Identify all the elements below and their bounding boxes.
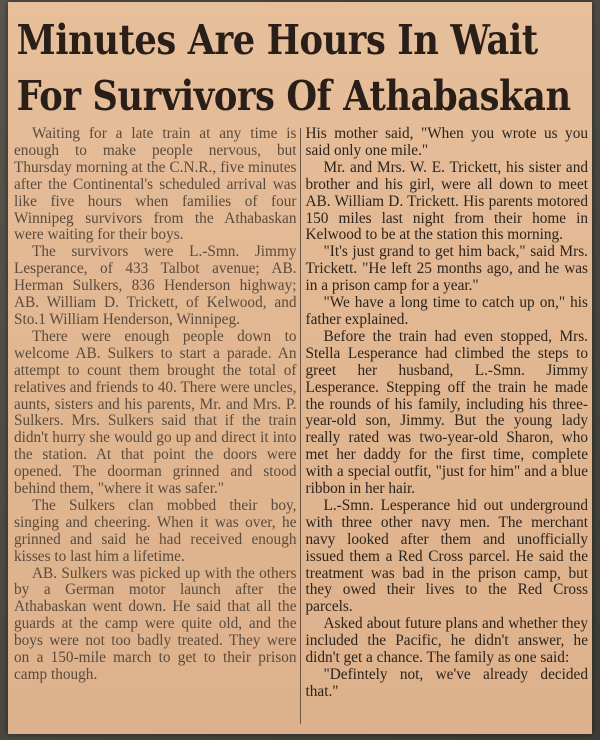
paragraph: Mr. and Mrs. W. E. Trickett, his sister and brother and his girl, were all down to meet AB. William D. Trickett. His parents motored 150 miles last night from their home in Kelwood to be at the station this morning.	[305, 158, 588, 244]
headline	[8, 2, 571, 124]
paragraph: There were enough people down to welcome AB. Sulkers to start a parade. An attempt to count them brought the total of relatives and friends to 40. There were uncles, aunts, sisters and his parents, Mr. and Mrs. P. Sulkers. Mrs. Sulkers said that if the train didn't hurry she would go up and direct it into the station. At that point the doors were opened. The doorman grinned and stood behind them, "where it was safer."	[14, 327, 297, 498]
paragraph: L.-Smn. Lesperance hid out underground with three other navy men. The merchant navy looked after them and unofficially issued them a Red Cross parcel. He said the treatment was bad in the prison camp, but they owed their lives to the Red Cross parcels.	[305, 496, 588, 616]
right-column	[301, 126, 589, 732]
paragraph: "It's just grand to get him back," said Mrs. Trickett. "He left 25 months ago, and he was in a prison camp for a year."	[305, 243, 588, 295]
paragraph: His mother said, "When you wrote us you said only one mile."	[305, 126, 588, 159]
paragraph: Asked about future plans and whether they included the Pacific, he didn't answer, he didn't get a chance. The family as one said:	[305, 615, 588, 667]
left-column	[14, 126, 300, 732]
paragraph: AB. Sulkers was picked up with the others by a German motor launch after the Athabaskan went down. He said that all the guards at the camp were quite old, and the boys were not too badly treated. They were on a 150-mile march to get to their prison camp though.	[14, 564, 297, 683]
paragraph: Waiting for a late train at any time is enough to make people nervous, but Thursday morning at the C.N.R., five minutes after the Continental's scheduled arrival was like five hours when families of four Winnipeg survivors from the Athabaskan were waiting for their boys.	[14, 126, 297, 244]
paragraph: Before the train had even stopped, Mrs. Stella Lesperance had climbed the steps to greet her husband, L.-Smn. Jimmy Lesperance. Stepping off the train he made the rounds of his family, including his three-year-old son, Jimmy. But the young lady really rated was two-year-old Sharon, who met her daddy for the first time, complete with a special outfit, "just for him" and a blue ribbon in her hair.	[305, 327, 588, 498]
newspaper-clipping	[8, 2, 592, 734]
paragraph: The Sulkers clan mobbed their boy, singing and cheering. When it was over, he grinned and said he had received enough kisses to last him a lifetime.	[14, 496, 297, 565]
headline-line-2: For Survivors Of Athabaskan	[16, 72, 571, 120]
paragraph: "Defintely not, we've already decided that."	[305, 666, 588, 700]
headline-line-1: Minutes Are Hours In Wait	[16, 16, 538, 64]
article-body	[14, 126, 588, 732]
paragraph: The survivors were L.-Smn. Jimmy Lesperance, of 433 Talbot avenue; AB. Herman Sulkers, 836 Henderson highway; AB. William D. Trickett, of Kelwood, and Sto.1 William Henderson, Winnipeg.	[14, 243, 297, 328]
paragraph: "We have a long time to catch up on," his father explained.	[305, 294, 588, 328]
